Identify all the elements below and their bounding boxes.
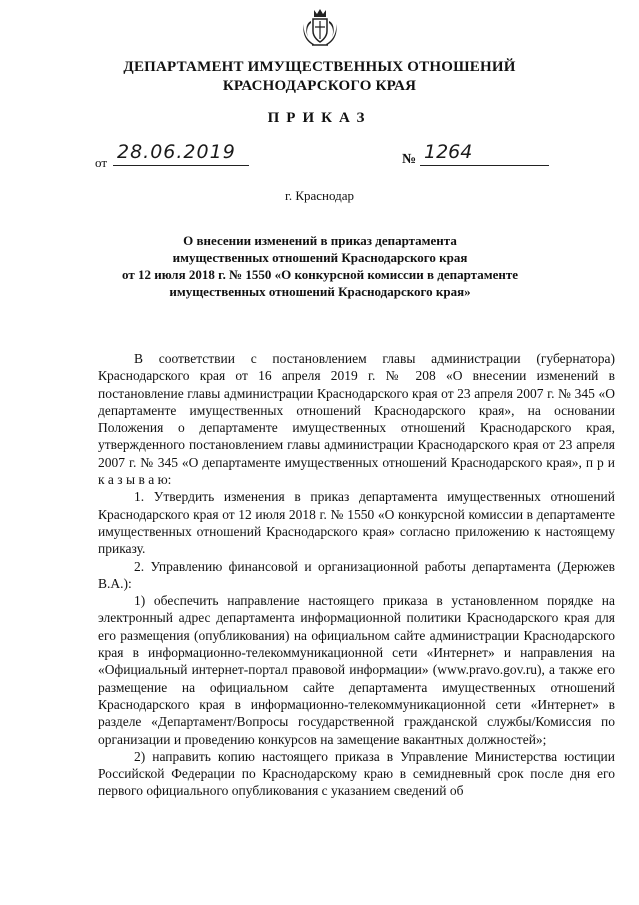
order-subject [100, 232, 540, 300]
department-name-line-1: ДЕПАРТАМЕНТ ИМУЩЕСТВЕННЫХ ОТНОШЕНИЙ [123, 59, 516, 75]
handwritten-date: 28.06.2019 [113, 138, 249, 166]
handwritten-order-number: 1264 [420, 138, 549, 166]
body-paragraph: В соответствии с постановлением главы администрации (губернатора) Краснодарского края от 16 апреля 2019 г. № 208 «О внесении изменений в постановление главы администрации Краснодарского края от 23 апреля 2007 г. № 345 «О департаменте имущественных отношений Краснодарского края», на основании Положения о департаменте имущественных отношений Краснодарского края, утвержденного постановлением главы администрации Краснодарского края от 23 апреля 2007 г. № 345 «О департаменте имущественных отношений Краснодарского края», п р и к а з ы в а ю: [98, 351, 615, 488]
body-paragraph: 1. Утвердить изменения в приказ департамента имущественных отношений Краснодарского края от 12 июля 2018 г. № 1550 «О конкурсной комиссии в департаменте имущественных отношений Краснодарского края» согласно приложению к настоящему приказу. [98, 489, 615, 557]
body-paragraph: 1) обеспечить направление настоящего приказа в установленном порядке на электронный адрес департамента информационной политики Краснодарского края для его размещения (опубликования) на официальном сайте администрации Краснодарского края в информационно-телекоммуникационной сети «Интернет» и направления на «Официальный интернет-портал правовой информации» (www.pravo.gov.ru), а также его размещение на официальном сайте департамента имущественных отношений Краснодарского края в информационно-телекоммуникационной сети «Интернет» в разделе «Департамент/Вопросы государственной гражданской службы/Комиссия по организации и проведению конкурсов на замещение вакантных должностей»; [98, 593, 615, 747]
body-paragraph: 2) направить копию настоящего приказа в Управление Министерства юстиции Российской Федерации по Краснодарскому краю в семидневный срок после дня его первого официального опубликования с указанием сведений об [98, 748, 615, 799]
number-prefix: № [402, 152, 417, 167]
department-name-line-2: КРАСНОДАРСКОГО КРАЯ [222, 78, 417, 94]
city-label: г. Краснодар [284, 188, 355, 203]
subject-line: имущественных отношений Краснодарского края [172, 250, 468, 265]
date-prefix: от [95, 155, 108, 170]
body-paragraph: 2. Управлению финансовой и организационной работы департамента (Дерюжев В.А.): [98, 558, 615, 591]
subject-line: от 12 июля 2018 г. № 1550 «О конкурсной комиссии в департаменте [121, 267, 519, 282]
krasnodar-coat-of-arms-icon [300, 7, 340, 47]
subject-line: О внесении изменений в приказ департамента [183, 233, 457, 248]
document-type-title: ПРИКАЗ [267, 110, 372, 126]
order-body [98, 350, 615, 800]
subject-line: имущественных отношений Краснодарского края» [169, 284, 471, 299]
